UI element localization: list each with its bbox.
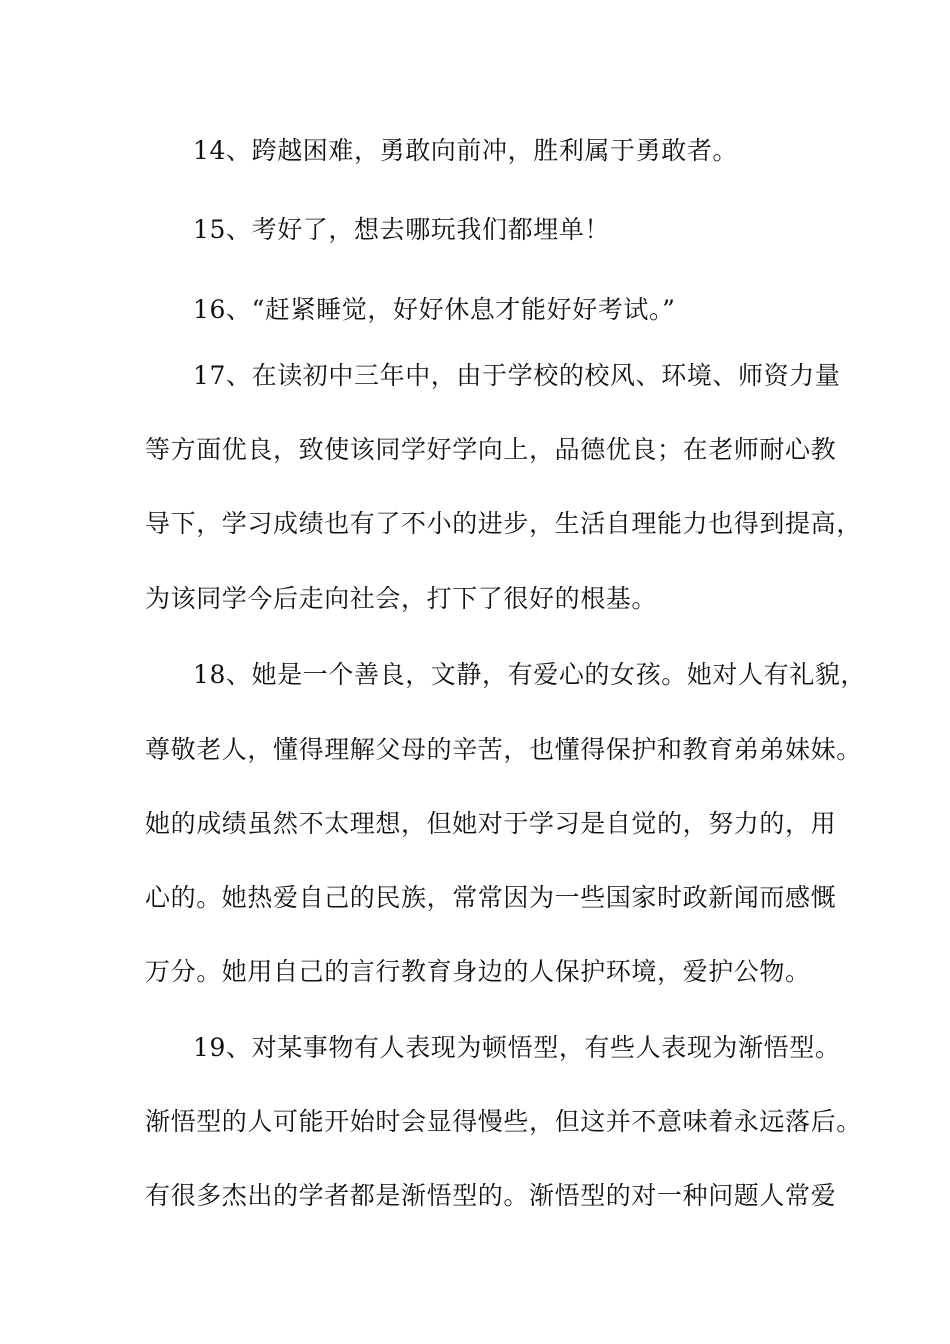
text-line: 为该同学今后走向社会，打下了很好的根基。 [145,584,658,613]
text-line-item-17: 17、在读初中三年中，由于学校的校风、环境、师资力量 [193,361,841,390]
text-line-item-15: 15、考好了，想去哪玩我们都埋单！ [193,215,611,244]
text-line-item-16: 16、“赶紧睡觉，好好休息才能好好考试。” [193,295,676,324]
text-line: 心的。她热爱自己的民族，常常因为一些国家时政新闻而感慨 [145,883,837,912]
text-line: 等方面优良，致使该同学好学向上，品德优良；在老师耐心教 [145,435,837,464]
text-line: 万分。她用自己的言行教育身边的人保护环境，爱护公物。 [145,957,811,986]
text-line: 她的成绩虽然不太理想，但她对于学习是自觉的，努力的，用 [145,809,837,838]
text-line: 尊敬老人，懂得理解父母的辛苦，也懂得保护和教育弟弟妹妹。 [145,735,862,764]
text-line: 有很多杰出的学者都是渐悟型的。渐悟型的对一种问题人常爱 [145,1181,837,1210]
text-line-item-14: 14、跨越困难，勇敢向前冲，胜利属于勇敢者。 [193,136,739,165]
text-line-item-18: 18、她是一个善良，文静，有爱心的女孩。她对人有礼貌， [193,660,867,689]
text-line: 渐悟型的人可能开始时会显得慢些，但这并不意味着永远落后。 [145,1107,862,1136]
text-line-item-19: 19、对某事物有人表现为顿悟型，有些人表现为渐悟型。 [193,1033,841,1062]
text-line: 导下，学习成绩也有了不小的进步，生活自理能力也得到提高， [145,509,862,538]
